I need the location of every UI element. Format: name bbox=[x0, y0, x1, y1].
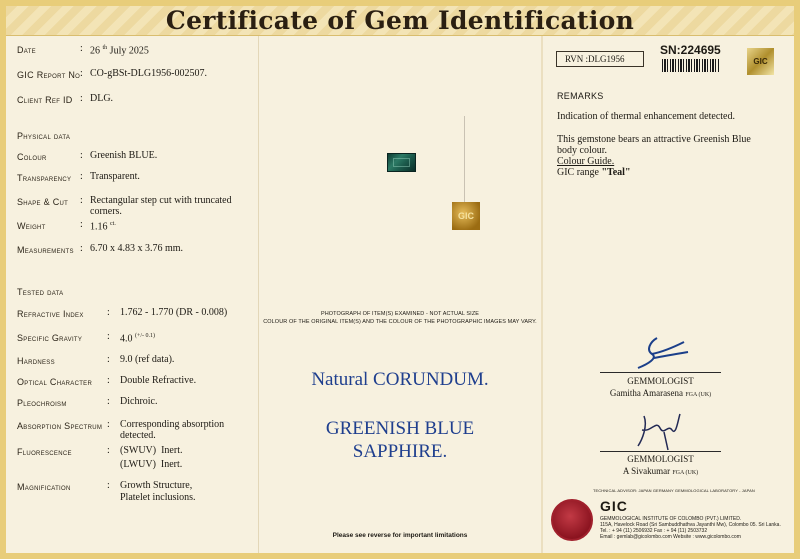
ri-label: Refractive Index bbox=[17, 309, 84, 319]
colon: : bbox=[107, 354, 110, 365]
remark-colour-2: body colour. bbox=[557, 145, 607, 156]
magnification-label: Magnification bbox=[17, 482, 71, 492]
tested-heading: Tested data bbox=[17, 287, 64, 297]
colon: : bbox=[107, 396, 110, 407]
gemmologist-2-title: GEMMOLOGIST bbox=[627, 454, 694, 464]
gemmologist-1-name: Gamitha Amarasena FGA (UK) bbox=[609, 388, 712, 398]
org-name: GEMMOLOGICAL INSTITUTE OF COLOMBO (PVT.) LIMITED. bbox=[600, 516, 742, 522]
fluorescence-lwuv: (LWUV) Inert. bbox=[120, 459, 183, 470]
colon: : bbox=[80, 68, 83, 79]
optical-value: Double Refractive. bbox=[120, 375, 197, 386]
transparency-label: Transparency bbox=[17, 173, 72, 183]
org-email: Email : gemlab@gicolombo.com Website : www.gicolombo.com bbox=[600, 534, 741, 540]
colour-label: Colour bbox=[17, 152, 47, 162]
colon: : bbox=[80, 171, 83, 182]
shape-value: Rectangular step cut with truncated bbox=[90, 195, 232, 206]
signature-line-2 bbox=[600, 451, 721, 452]
remarks-heading: REMARKS bbox=[557, 91, 604, 101]
wax-seal bbox=[551, 499, 593, 541]
colour-value: Greenish BLUE. bbox=[90, 150, 158, 161]
magnification-value: Growth Structure, bbox=[120, 480, 193, 491]
colon: : bbox=[80, 43, 83, 54]
date-label: Date bbox=[17, 45, 36, 55]
sg-label: Specific Gravity bbox=[17, 333, 83, 343]
sg-value: 4.0 $^{(+/- 0.1)}$ bbox=[120, 333, 156, 345]
fold-line-right bbox=[541, 36, 543, 553]
gemmologist-1-title: GEMMOLOGIST bbox=[627, 376, 694, 386]
rvn-box: RVN :DLG1956 bbox=[556, 51, 644, 67]
date-value: 26 $^{th}$ July 2025 bbox=[90, 45, 149, 57]
ri-value: 1.762 - 1.770 (DR - 0.008) bbox=[120, 307, 228, 318]
signature-line-1 bbox=[600, 372, 721, 373]
limitations-note: Please see reverse for important limitations bbox=[332, 532, 468, 539]
fluorescence-swuv: (SWUV) Inert. bbox=[120, 445, 183, 456]
colon: : bbox=[80, 243, 83, 254]
photo-note-1: PHOTOGRAPH OF ITEM(S) EXAMINED - NOT ACTUAL SIZE bbox=[320, 311, 480, 317]
pleochroism-value: Dichroic. bbox=[120, 396, 158, 407]
pleochroism-label: Pleochroism bbox=[17, 398, 67, 408]
absorption-value-2: detected. bbox=[120, 430, 156, 441]
colon: : bbox=[107, 419, 110, 430]
absorption-label: Absorption Spectrum bbox=[17, 421, 103, 431]
barcode bbox=[662, 59, 720, 72]
colon: : bbox=[107, 375, 110, 386]
photo-note-2: COLOUR OF THE ORIGINAL ITEM(S) AND THE COLOUR OF THE PHOTOGRAPHIC IMAGES MAY VARY. bbox=[263, 319, 537, 325]
hardness-value: 9.0 (ref data). bbox=[120, 354, 175, 365]
remark-colour-guide: Colour Guide. bbox=[557, 156, 615, 167]
signature-1 bbox=[632, 334, 692, 372]
gic-logo-text: GIC bbox=[600, 498, 628, 514]
measurements-label: Measurements bbox=[17, 245, 74, 255]
weight-label: Weight bbox=[17, 221, 46, 231]
remark-thermal: Indication of thermal enhancement detected. bbox=[557, 111, 735, 122]
gemmologist-2-name: A Sivakumar FGA (UK) bbox=[622, 466, 699, 476]
result-variety-2: SAPPHIRE. bbox=[352, 441, 448, 462]
transparency-value: Transparent. bbox=[90, 171, 140, 182]
result-species: Natural CORUNDUM. bbox=[311, 369, 489, 390]
photo-guide-line bbox=[464, 116, 465, 208]
measurements-value: 6.70 x 4.83 x 3.76 mm. bbox=[90, 243, 184, 254]
fluorescence-label: Fluorescence bbox=[17, 447, 72, 457]
technical-advisor: TECHNICAL ADVISOR: JAPAN GERMANY GEMMOLOGICAL LABORATORY - JAPAN bbox=[593, 488, 755, 493]
colon: : bbox=[107, 480, 110, 491]
client-label: Client Ref ID bbox=[17, 95, 73, 105]
report-value: CO-gBSt-DLG1956-002507. bbox=[90, 68, 207, 79]
gic-gold-logo: GIC bbox=[452, 202, 480, 230]
remark-gic-range: GIC range "Teal" bbox=[557, 167, 631, 178]
shape-value-2: corners. bbox=[90, 206, 122, 217]
colon: : bbox=[107, 331, 110, 342]
org-address: 115A, Havelock Road (Sri Sambuddhathva Jayanthi Mw), Colombo 05. Sri Lanka. bbox=[600, 522, 781, 528]
optical-label: Optical Character bbox=[17, 377, 93, 387]
gemstone-photo bbox=[387, 153, 416, 172]
report-label: GIC Report No bbox=[17, 70, 81, 80]
serial-number: SN:224695 bbox=[660, 43, 721, 57]
shape-label: Shape & Cut bbox=[17, 197, 69, 207]
physical-heading: Physical data bbox=[17, 131, 71, 141]
org-tel: Tel. : + 94 (11) 2506932 Fax : + 94 (11) 2503732 bbox=[600, 528, 708, 534]
colon: : bbox=[80, 195, 83, 206]
client-value: DLG. bbox=[90, 93, 114, 104]
colon: : bbox=[107, 445, 110, 456]
signature-2 bbox=[634, 410, 684, 452]
hardness-label: Hardness bbox=[17, 356, 55, 366]
colon: : bbox=[80, 219, 83, 230]
colon: : bbox=[107, 307, 110, 318]
header-band bbox=[6, 6, 794, 36]
fold-line-left bbox=[258, 36, 259, 553]
magnification-value-2: Platelet inclusions. bbox=[120, 492, 196, 503]
result-variety-1: GREENISH BLUE bbox=[325, 418, 475, 439]
hologram-sticker: GIC bbox=[747, 48, 774, 75]
absorption-value: Corresponding absorption bbox=[120, 419, 225, 430]
weight-value: 1.16 $^{ct.}$ bbox=[90, 221, 116, 233]
colon: : bbox=[80, 150, 83, 161]
certificate-title: Certificate of Gem Identification bbox=[165, 6, 635, 35]
colon: : bbox=[80, 93, 83, 104]
remark-colour-1: This gemstone bears an attractive Greenish Blue bbox=[557, 134, 751, 145]
